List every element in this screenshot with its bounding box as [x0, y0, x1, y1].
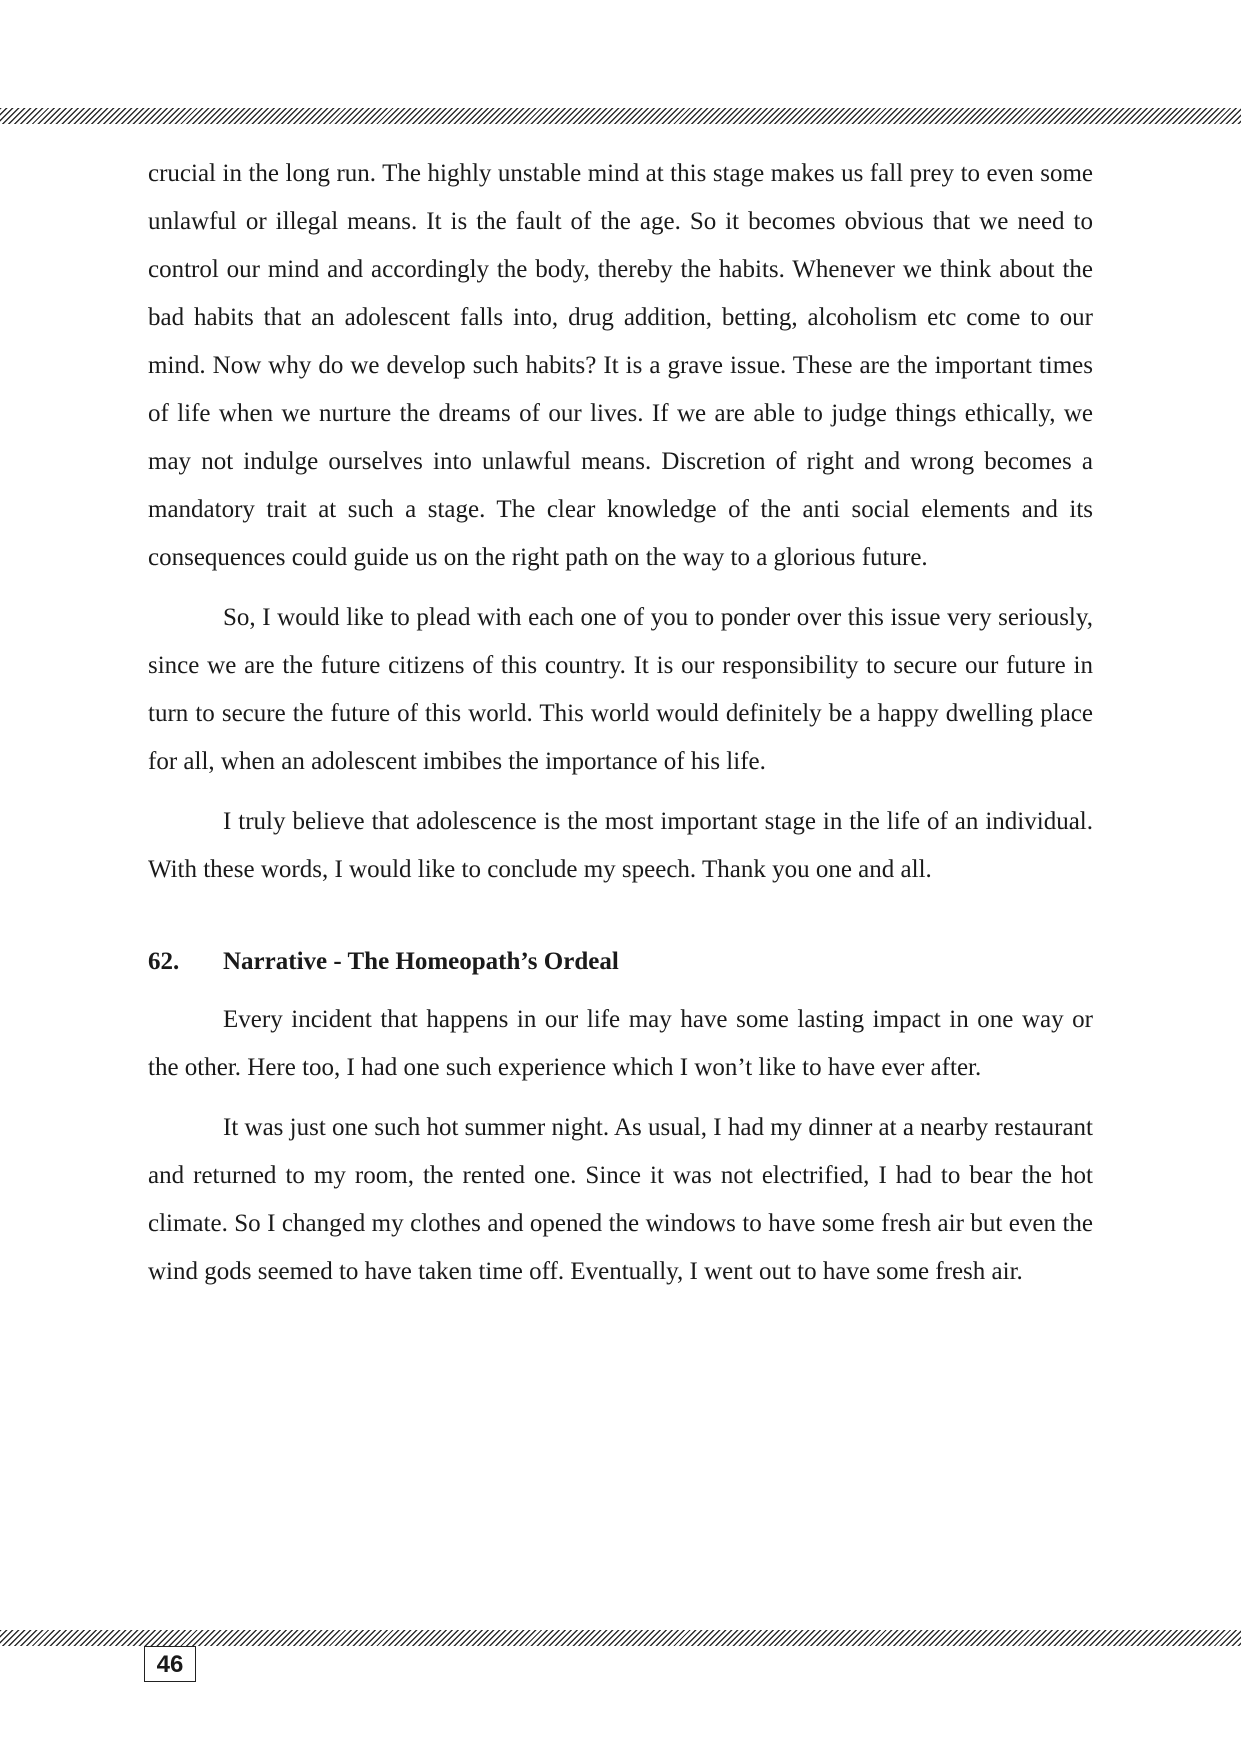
paragraph-conclusion: I truly believe that adolescence is the most important stage in the life of an individual. With these words, I would like to conclude my speech. Thank you one and all. [148, 808, 1093, 883]
paragraph-plea: So, I would like to plead with each one of you to ponder over this issue very seriously, since we are the future citizens of this country. It is our responsibility to secure our future in turn to secure the future of this world. This world would definitely be a happy dwelling place for all, when an adolescent imbibes the importance of his life. [148, 604, 1093, 775]
paragraph-summer-night: It was just one such hot summer night. As usual, I had my dinner at a nearby restaurant and returned to my room, the rented one. Since it was not electrified, I had to bear the hot climate. So I changed my clothes and opened the windows to have some fresh air but even the wind gods seemed to have taken time off. Eventually, I went out to have some fresh air. [148, 1114, 1093, 1285]
section-number: 62. [148, 948, 180, 975]
section-heading [148, 938, 1093, 986]
section-title: Narrative - The Homeopath’s Ordeal [223, 948, 619, 975]
paragraph-continuation: crucial in the long run. The highly unstable mind at this stage makes us fall prey to even some unlawful or illegal means. It is the fault of the age. So it becomes obvious that we need to control our mind and accordingly the body, thereby the habits. Whenever we think about the bad habits that an adolescent falls into, drug addition, betting, alcoholism etc come to our mind. Now why do we develop such habits? It is a grave issue. These are the important times of life when we nurture the dreams of our lives. If we are able to judge things ethically, we may not indulge ourselves into unlawful means. Discretion of right and wrong becomes a mandatory trait at such a stage. The clear knowledge of the anti social elements and its consequences could guide us on the right path on the way to a glorious future. [148, 160, 1093, 571]
page-body [148, 150, 1093, 1308]
bottom-hatched-border [0, 1630, 1241, 1646]
page-number: 46 [144, 1646, 196, 1682]
paragraph-intro: Every incident that happens in our life may have some lasting impact in one way or the other. Here too, I had one such experience which I won’t like to have ever after. [148, 1006, 1093, 1081]
top-hatched-border [0, 108, 1241, 124]
